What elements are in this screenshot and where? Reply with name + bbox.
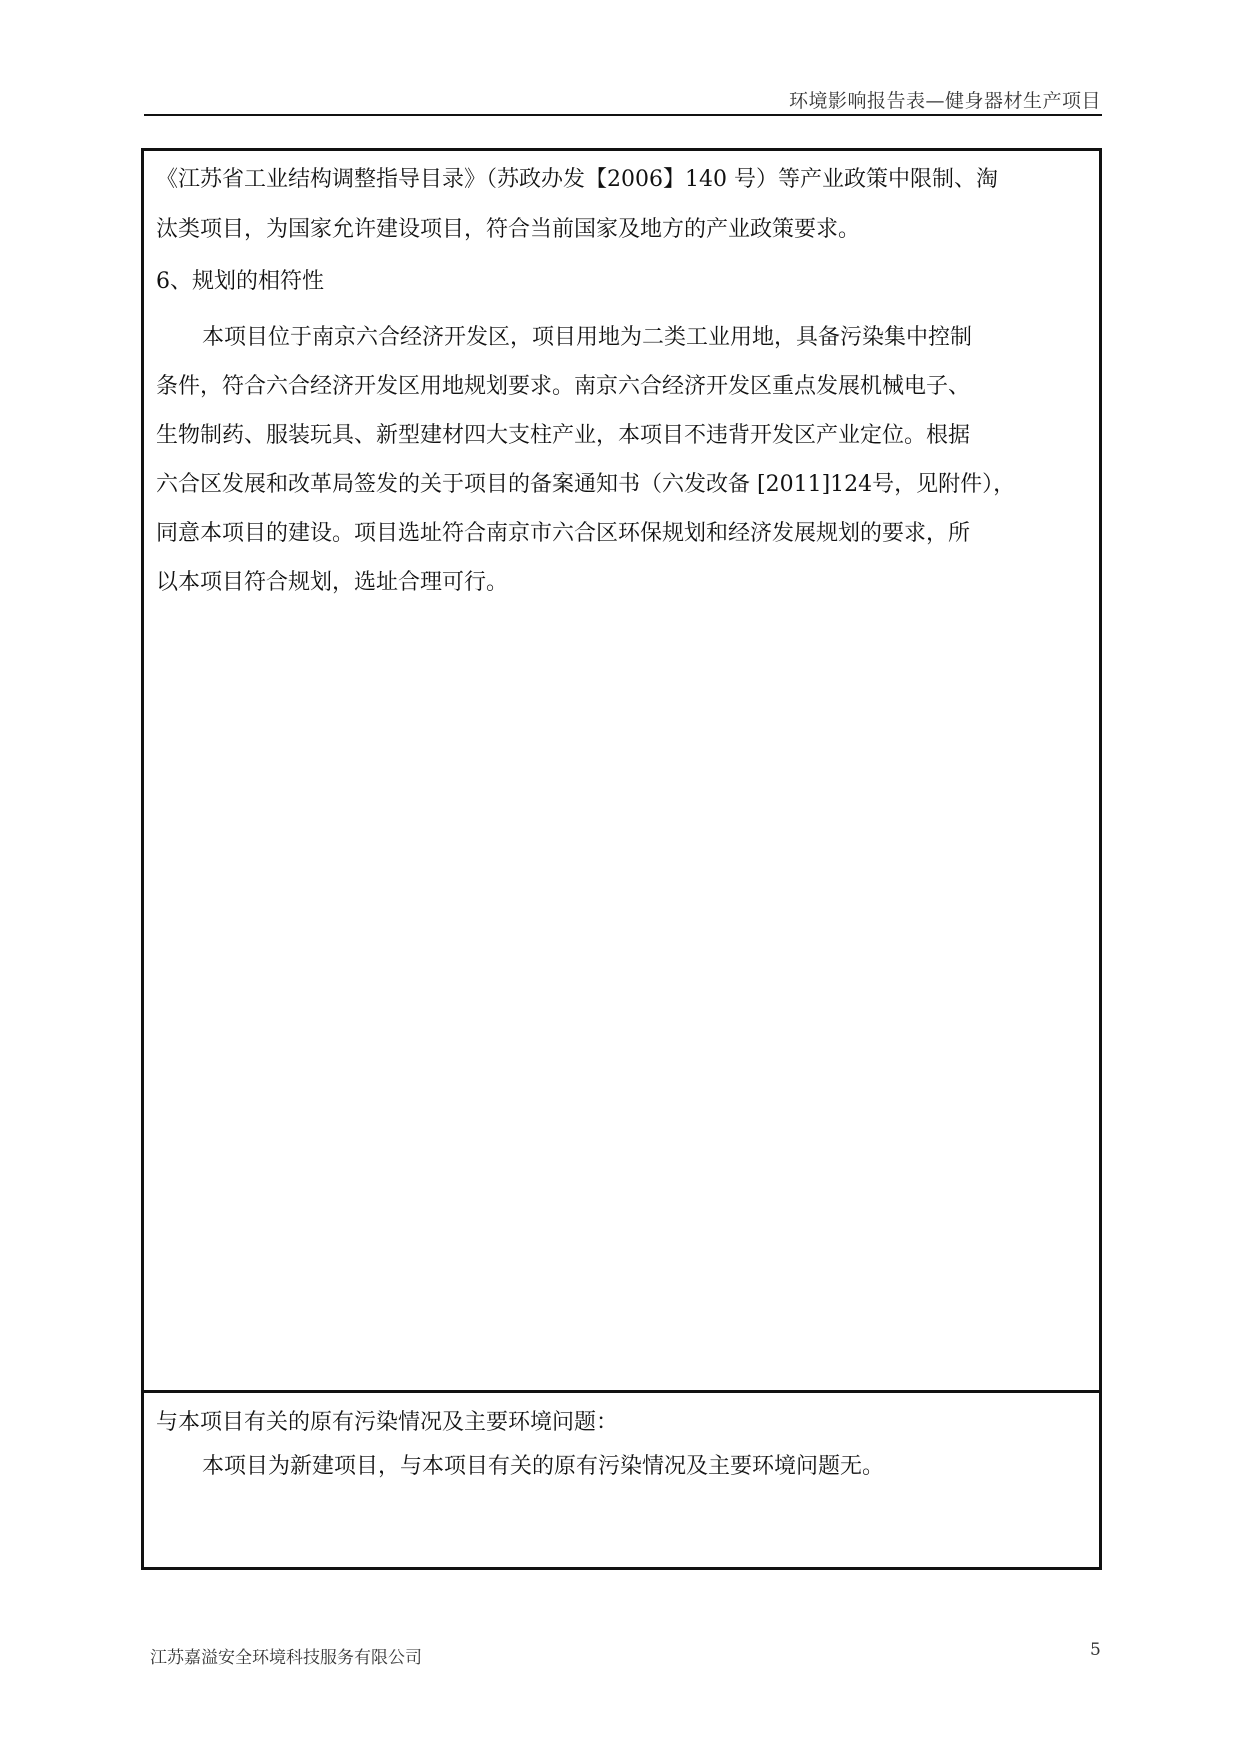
footer-company: 江苏嘉溢安全环境科技服务有限公司 bbox=[150, 1648, 422, 1668]
header-rule bbox=[144, 114, 1102, 116]
existing-pollution-box bbox=[141, 1390, 1102, 1570]
paragraph-line: 《江苏省工业结构调整指导目录》（苏政办发【2006】140 号）等产业政策中限制、淘 bbox=[156, 167, 998, 192]
section-heading-planning: 6、规划的相符性 bbox=[156, 269, 324, 294]
paragraph-line: 本项目位于南京六合经济开发区，项目用地为二类工业用地，具备污染集中控制 bbox=[202, 325, 973, 350]
footer-page-number: 5 bbox=[1090, 1640, 1101, 1660]
paragraph-line: 汰类项目，为国家允许建设项目，符合当前国家及地方的产业政策要求。 bbox=[156, 217, 861, 242]
page-header-title: 环境影响报告表—健身器材生产项目 bbox=[788, 90, 1101, 112]
paragraph-line: 条件，符合六合经济开发区用地规划要求。南京六合经济开发区重点发展机械电子、 bbox=[156, 374, 971, 399]
existing-pollution-body: 本项目为新建项目，与本项目有关的原有污染情况及主要环境问题无。 bbox=[202, 1454, 885, 1479]
policy-and-planning-box bbox=[141, 148, 1102, 1393]
paragraph-line: 同意本项目的建设。项目选址符合南京市六合区环保规划和经济发展规划的要求，所 bbox=[156, 521, 971, 546]
paragraph-line: 以本项目符合规划，选址合理可行。 bbox=[156, 570, 509, 595]
existing-pollution-heading: 与本项目有关的原有污染情况及主要环境问题： bbox=[156, 1410, 619, 1435]
paragraph-line: 生物制药、服装玩具、新型建材四大支柱产业，本项目不违背开发区产业定位。根据 bbox=[156, 423, 971, 448]
paragraph-line: 六合区发展和改革局签发的关于项目的备案通知书（六发改备 [2011]124号，见附件）， bbox=[156, 472, 1016, 497]
